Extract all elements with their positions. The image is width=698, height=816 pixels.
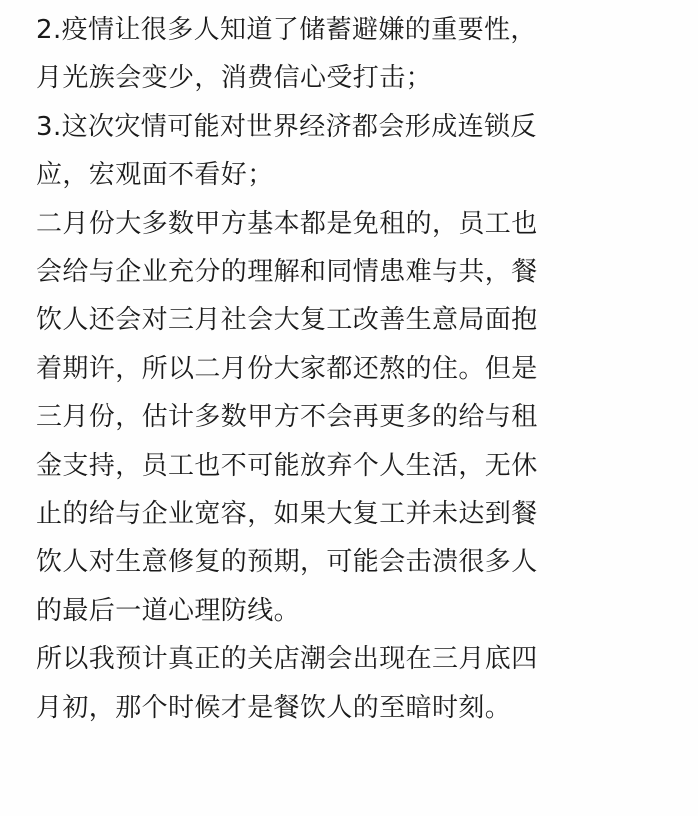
text-line: 3.这次灾情可能对世界经济都会形成连锁反 — [36, 111, 537, 142]
text-line: 所以我预计真正的关店潮会出现在三月底四 — [36, 644, 538, 675]
text-line: 月光族会变少，消费信心受打击； — [36, 63, 433, 94]
text-line: 的最后一道心理防线。 — [36, 595, 301, 626]
text-line: 金支持，员工也不可能放弃个人生活，无休 — [36, 450, 538, 481]
text-line: 会给与企业充分的理解和同情患难与共，餐 — [36, 257, 538, 288]
text-line: 二月份大多数甲方基本都是免租的，员工也 — [36, 208, 538, 239]
text-line: 饮人还会对三月社会大复工改善生意局面抱 — [36, 305, 538, 336]
text-line: 2.疫情让很多人知道了储蓄避嫌的重要性， — [36, 15, 537, 45]
text-line: 应，宏观面不看好； — [36, 160, 274, 191]
text-line: 饮人对生意修复的预期，可能会击溃很多人 — [36, 547, 538, 578]
text-line: 月初，那个时候才是餐饮人的至暗时刻。 — [36, 692, 512, 723]
text-line: 止的给与企业宽容，如果大复工并未达到餐 — [36, 499, 538, 530]
text-line: 着期许，所以二月份大家都还熬的住。但是 — [36, 353, 538, 384]
text-line: 三月份，估计多数甲方不会再更多的给与租 — [36, 402, 538, 433]
article-text — [36, 6, 676, 732]
